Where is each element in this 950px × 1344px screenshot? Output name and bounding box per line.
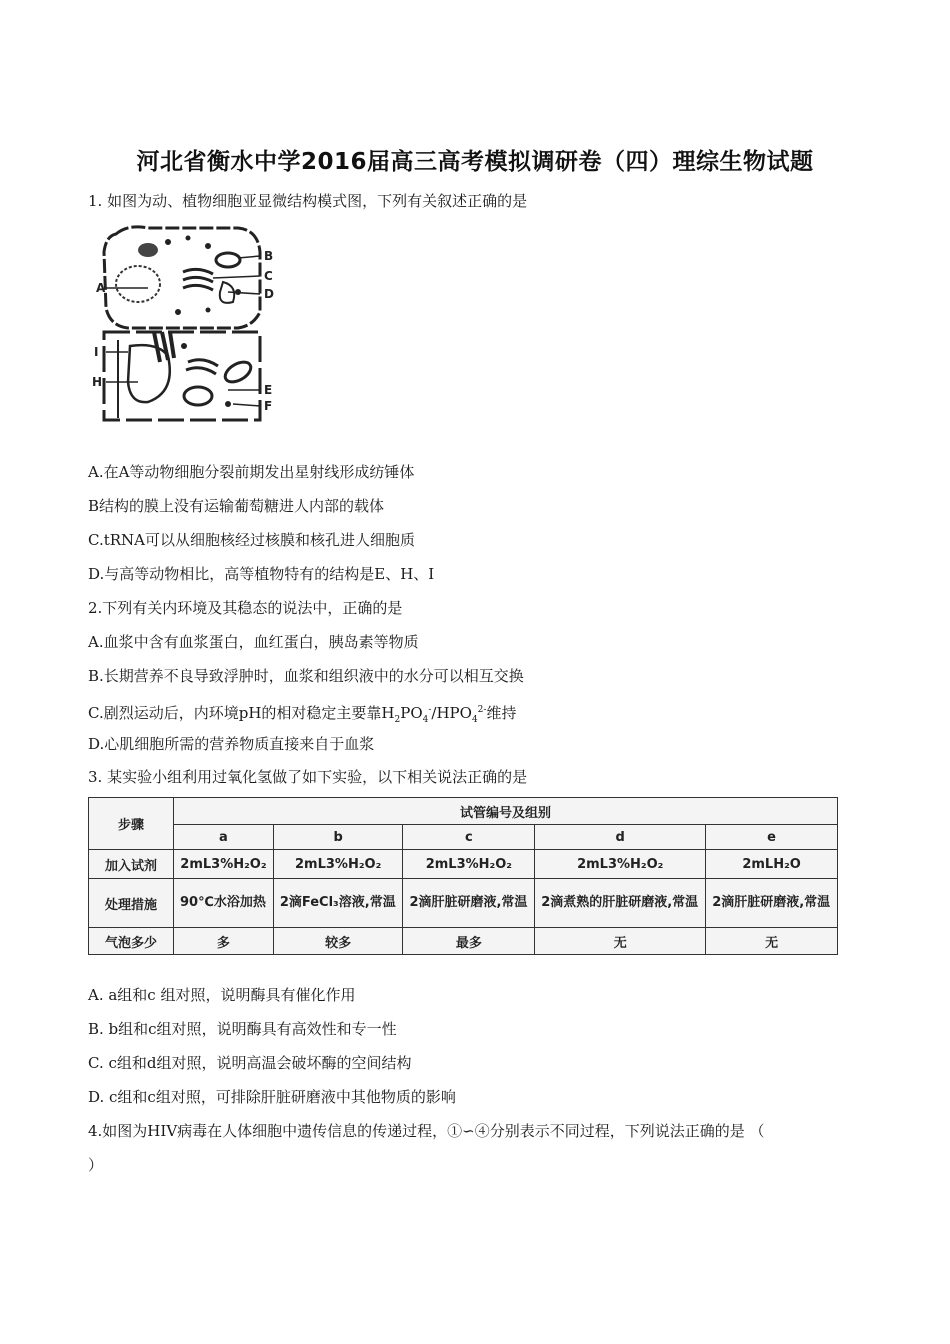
q3-option-b: B. b组和c组对照，说明酶具有高效性和专一性 <box>88 1020 397 1038</box>
q1-stem: 1. 如图为动、植物细胞亚显微结构模式图，下列有关叙述正确的是 <box>88 192 528 210</box>
row-reagent-label: 加入试剂 <box>89 850 174 879</box>
q3-option-c: C. c组和d组对照，说明高温会破坏酶的空间结构 <box>88 1054 412 1072</box>
group-c: c <box>403 825 535 850</box>
bubble-c: 最多 <box>403 928 535 955</box>
label-f: F <box>264 399 273 413</box>
q2-option-d: D.心肌细胞所需的营养物质直接来自于血浆 <box>88 735 375 753</box>
reagent-d: 2mL3%H₂O₂ <box>535 850 706 879</box>
label-a: A <box>96 281 106 295</box>
group-d: d <box>535 825 706 850</box>
q1-option-c: C.tRNA可以从细胞核经过核膜和核孔进人细胞质 <box>88 531 415 549</box>
group-e: e <box>706 825 838 850</box>
label-i: I <box>94 345 99 359</box>
reagent-a: 2mL3%H₂O₂ <box>174 850 274 879</box>
bubble-a: 多 <box>174 928 274 955</box>
q2-option-b: B.长期营养不良导致浮肿时，血浆和组织液中的水分可以相互交换 <box>88 667 524 685</box>
label-b: B <box>264 249 274 263</box>
treat-c: 2滴肝脏研磨液,常温 <box>403 879 535 928</box>
q4-stem-cont: ） <box>88 1156 104 1174</box>
bubble-e: 无 <box>706 928 838 955</box>
label-c: C <box>264 269 273 283</box>
experiment-table <box>88 797 838 955</box>
q3-option-d: D. c组和c组对照，可排除肝脏研磨液中其他物质的影响 <box>88 1088 456 1106</box>
q2-option-c: C.剧烈运动后，内环境pH的相对稳定主要靠$H_2PO_4^-/HPO_4^{2-}$维持 <box>88 704 517 725</box>
row-treat-label: 处理措施 <box>89 879 174 928</box>
bubble-b: 较多 <box>273 928 403 955</box>
reagent-c: 2mL3%H₂O₂ <box>403 850 535 879</box>
bubble-d: 无 <box>535 928 706 955</box>
q3-option-a: A. a组和c 组对照，说明酶具有催化作用 <box>88 986 356 1004</box>
header-step: 步骤 <box>89 798 174 850</box>
q1-option-d: D.与高等动物相比，高等植物特有的结构是E、H、I <box>88 565 435 583</box>
q2-stem: 2.下列有关内环境及其稳态的说法中，正确的是 <box>88 599 403 617</box>
q2-option-a: A.血浆中含有血浆蛋白，血红蛋白，胰岛素等物质 <box>88 633 419 651</box>
treat-b: 2滴FeCl₃溶液,常温 <box>273 879 403 928</box>
treat-a: 90℃水浴加热 <box>174 879 274 928</box>
group-b: b <box>273 825 403 850</box>
group-a: a <box>174 825 274 850</box>
label-e: E <box>264 383 273 397</box>
row-bubble-label: 气泡多少 <box>89 928 174 955</box>
treat-d: 2滴煮熟的肝脏研磨液,常温 <box>535 879 706 928</box>
q1-option-b: B结构的膜上没有运输葡萄糖进人内部的载体 <box>88 497 385 515</box>
label-h: H <box>92 375 103 389</box>
reagent-b: 2mL3%H₂O₂ <box>273 850 403 879</box>
header-group: 试管编号及组别 <box>174 798 838 825</box>
label-d: D <box>264 287 274 301</box>
q1-option-a: A.在A等动物细胞分裂前期发出星射线形成纺锤体 <box>88 463 415 481</box>
treat-e: 2滴肝脏研磨液,常温 <box>706 879 838 928</box>
page-title: 河北省衡水中学2016届高三高考模拟调研卷（四）理综生物试题 <box>136 149 814 175</box>
cell-diagram <box>88 222 288 427</box>
q3-stem: 3. 某实验小组利用过氧化氢做了如下实验，以下相关说法正确的是 <box>88 768 528 786</box>
q4-stem: 4.如图为HIV病毒在人体细胞中遗传信息的传递过程，①∽④分别表示不同过程，下列说法正确的是 （ <box>88 1122 765 1140</box>
reagent-e: 2mLH₂O <box>706 850 838 879</box>
